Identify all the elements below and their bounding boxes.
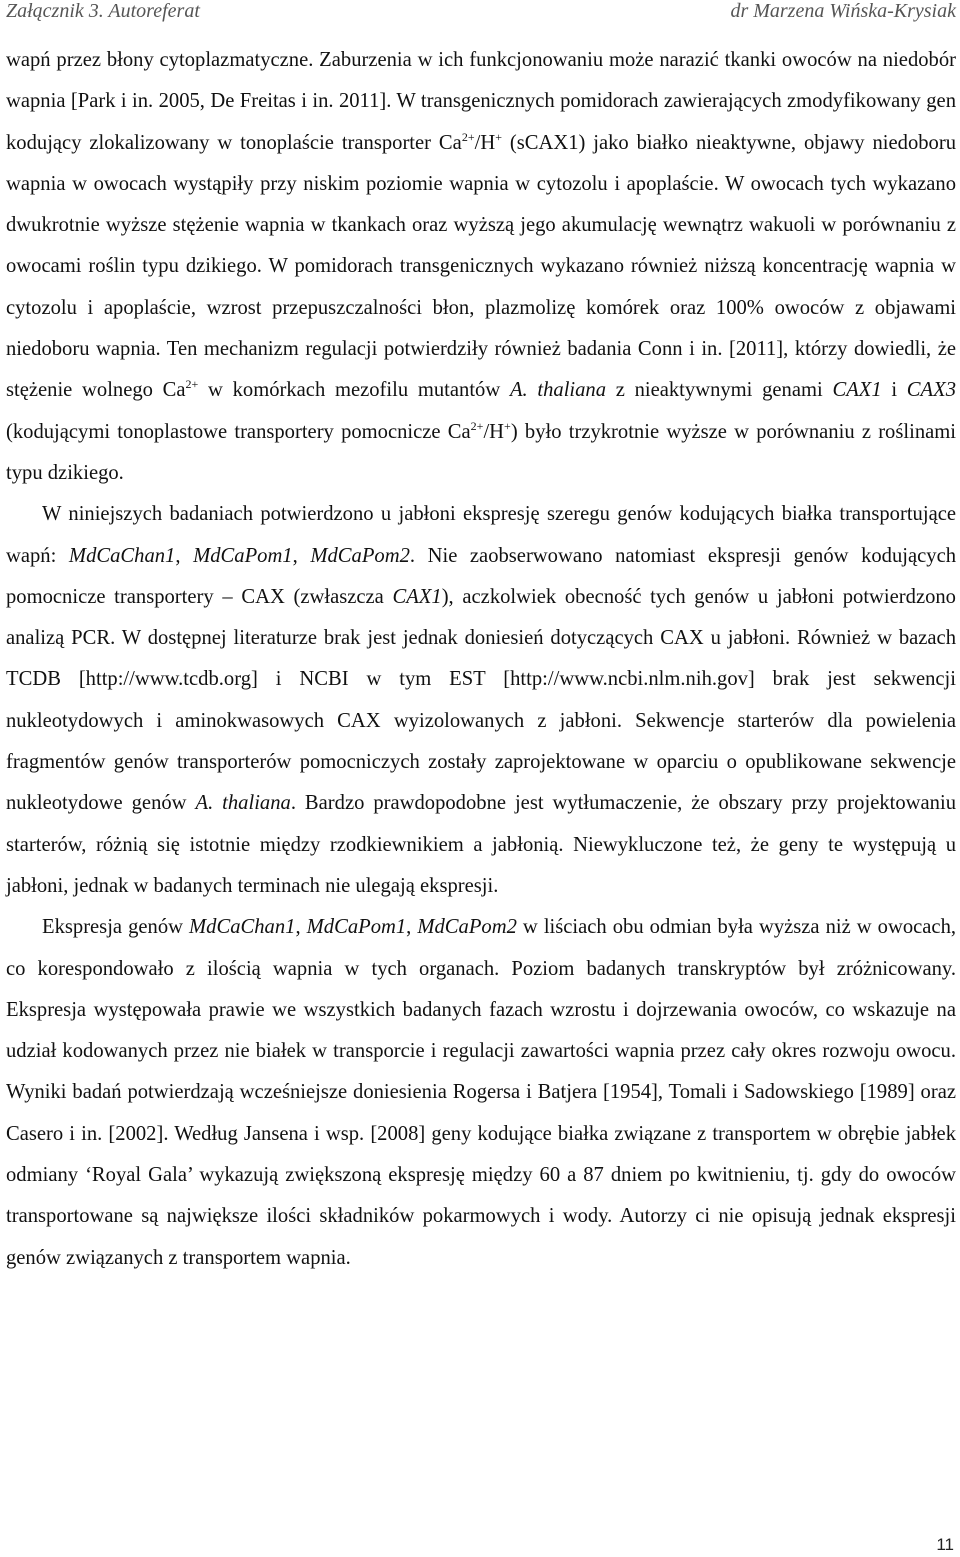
text-segment: . Nie zaobserwowano natomiast ekspresji genów kodujących pomocnicze transportery – CAX (zwłaszcza	[6, 544, 957, 608]
superscript-text: 2+	[461, 129, 475, 144]
superscript-text: 2+	[470, 418, 484, 433]
text-segment: ), aczkolwiek obecność tych genów u jabłoni potwierdzono analizą PCR. W dostępnej literaturze brak jest jednak doniesień dotyczących CAX u jabłoni. Również w bazach TCDB [http://www.tcdb.org] i NCBI w tym EST [http://www.ncbi.nlm.nih.gov] brak jest sekwencji nukleotydowych i aminokwasowych CAX wyizolowanych z jabłoni. Sekwencje starterów dla powielenia fragmentów genów transporterów pomocniczych zostały zaprojektowane w oparciu o opublikowane sekwencje nukleotydowe genów	[6, 585, 956, 815]
italic-term: MdCaPom1	[306, 916, 407, 939]
text-segment: w liściach obu odmian była wyższa niż w owocach, co korespondowało z ilością wapnia w tych organach. Poziom badanych transkryptów był zróżnicowany. Ekspresja występowała prawie we wszystkich badanych fazach wzrostu i dojrzewania owoców, co wskazuje na udział kodowanych przez nie białek w transporcie i regulacji zawartości wapnia przez cały okres rozwoju owocu. Wyniki badań potwierdzają wcześniejsze doniesienia Rogersa i Batjera [1954], Tomali i Sadowskiego [1989] oraz Casero i in. [2002]. Według Jansena i wsp. [2008] geny kodujące białka związane z transportem w obrębie jabłek odmiany ‘Royal Gala’ wykazują zwiększoną ekspresję między 60 a 87 dniem po kwitnieniu, tj. gdy do owoców transportowane są największe ilości składników pokarmowych i wody. Autorzy ci nie opisują jednak ekspresji genów związanych z transportem wapnia.	[6, 916, 957, 1269]
text-segment: i	[881, 379, 907, 402]
italic-term: MdCaChan1	[68, 544, 176, 567]
italic-term: MdCaPom1	[193, 544, 293, 567]
italic-term: CAX1	[832, 379, 882, 402]
text-segment: wapń przez błony cytoplazmatyczne. Zaburzenia w ich funkcjonowaniu może narazić tkanki owoców na niedobór wapnia [Park i in. 2005, De Freitas i in. 2011]. W transgenicznych pomidorach zawierających zmodyfikowany gen kodujący zlokalizowany w tonoplaście transporter Ca	[6, 49, 956, 154]
italic-term: CAX1	[392, 585, 442, 608]
italic-term: MdCaPom2	[417, 916, 517, 939]
document-body	[6, 40, 956, 1279]
superscript-text: 2+	[185, 377, 199, 392]
superscript-text: +	[504, 418, 511, 433]
italic-term: A. thaliana	[195, 792, 291, 815]
text-segment: z nieaktywnymi genami	[606, 379, 833, 402]
italic-term: A. thaliana	[509, 379, 607, 402]
text-segment: /H	[474, 131, 496, 154]
text-segment: W niniejszych badaniach potwierdzono u jabłoni ekspresję szeregu genów kodujących białka transportujące wapń:	[6, 503, 956, 567]
text-segment: ,	[292, 544, 311, 567]
page-number: 11	[936, 1535, 954, 1554]
text-segment: ) było trzykrotnie wyższe w porównaniu z roślinami typu dzikiego.	[6, 420, 956, 484]
paragraph	[6, 907, 956, 1279]
text-segment: ,	[175, 544, 194, 567]
paragraph	[6, 494, 956, 907]
text-segment: ,	[406, 916, 418, 939]
header-author: dr Marzena Wińska-Krysiak	[730, 0, 956, 22]
text-segment: ,	[295, 916, 307, 939]
header-left-title: Załącznik 3. Autoreferat	[6, 0, 200, 22]
italic-term: CAX3	[906, 379, 956, 402]
superscript-text: +	[495, 129, 502, 144]
text-segment: w komórkach mezofilu mutantów	[198, 379, 510, 402]
paragraph	[6, 40, 956, 494]
text-segment: . Bardzo prawdopodobne jest wytłumaczenie, że obszary przy projektowaniu starterów, różnią się istotnie między rzodkiewnikiem a jabłonią. Niewykluczone też, że geny te występują u jabłoni, jednak w badanych terminach nie ulegają ekspresji.	[6, 792, 956, 897]
text-segment: /H	[483, 420, 505, 443]
italic-term: MdCaChan1	[189, 916, 296, 939]
page-header	[6, 0, 956, 24]
text-segment: Ekspresja genów	[42, 916, 190, 939]
text-segment: (sCAX1) jako białko nieaktywne, objawy niedoboru wapnia w owocach wystąpiły przy niskim poziomie wapnia w cytozolu i apoplaście. W owocach tych wykazano dwukrotnie wyższe stężenie wapnia w tkankach oraz wyższą jego akumulację wewnątrz wakuoli w porównaniu z owocami roślin typu dzikiego. W pomidorach transgenicznych wykazano również niższą koncentrację wapnia w cytozolu i apoplaście, wzrost przepuszczalności błon, plazmolizę komórek oraz 100% owoców z objawami niedoboru wapnia. Ten mechanizm regulacji potwierdziły również badania Conn i in. [2011], którzy dowiedli, że stężenie wolnego Ca	[6, 131, 956, 402]
italic-term: MdCaPom2	[310, 544, 410, 567]
text-segment: (kodującymi tonoplastowe transportery pomocnicze Ca	[6, 420, 471, 443]
